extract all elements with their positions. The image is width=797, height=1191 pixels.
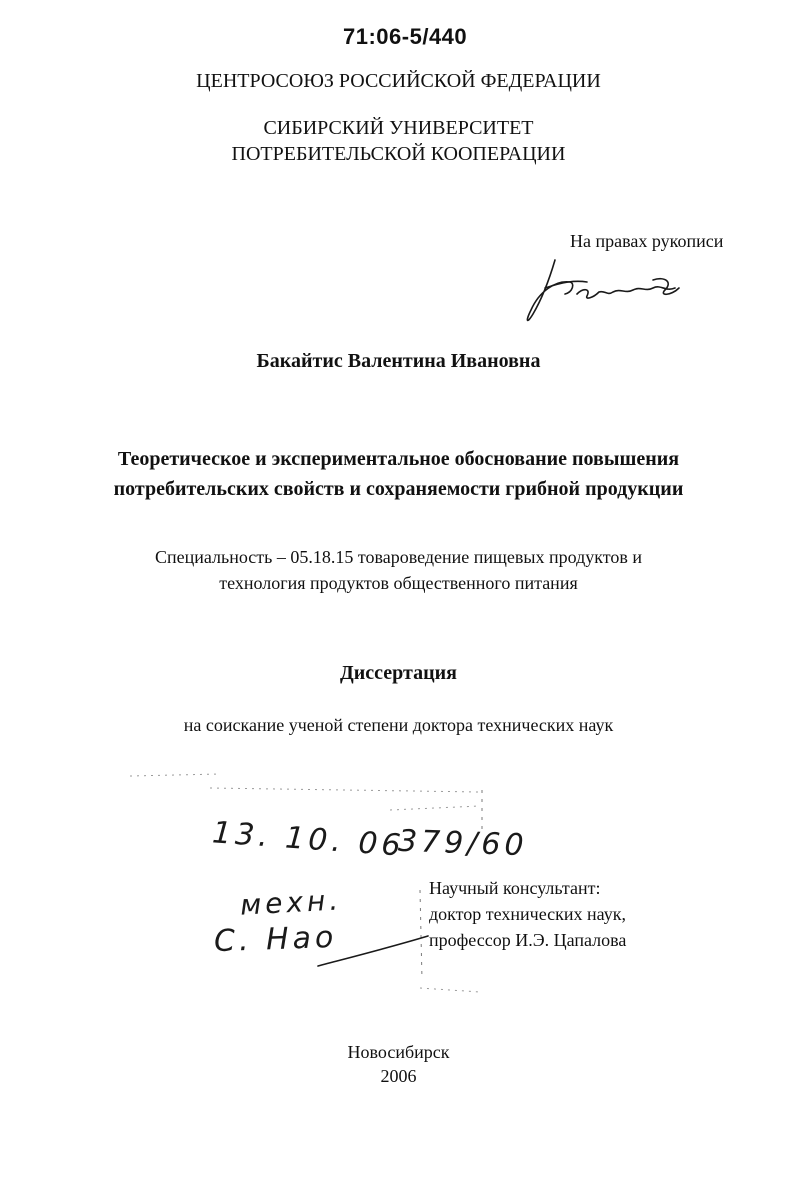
handwritten-date: 13. 10. 06 xyxy=(211,815,406,864)
specialty xyxy=(0,544,797,596)
city: Новосибирск xyxy=(347,1042,450,1062)
title-line-2: потребительских свойств и сохраняемости грибной продукции xyxy=(113,478,684,500)
specialty-line-1: Специальность – 05.18.15 товароведение пищевых продуктов и xyxy=(154,547,643,567)
handwritten-underline xyxy=(318,930,438,970)
university-line-2: ПОТРЕБИТЕЛЬСКОЙ КООПЕРАЦИИ xyxy=(231,143,566,165)
consultant-name: профессор И.Э. Цапалова xyxy=(429,930,627,950)
consultant-label: Научный консультант: xyxy=(429,878,601,898)
dissertation-title xyxy=(0,444,797,504)
year: 2006 xyxy=(380,1066,417,1086)
title-line-1: Теоретическое и экспериментальное обоснование повышения xyxy=(117,448,680,470)
consultant-degree: доктор технических наук, xyxy=(429,904,626,924)
document-type: Диссертация xyxy=(340,662,457,684)
degree-description: на соискание ученой степени доктора технических наук xyxy=(183,715,614,735)
scientific-consultant xyxy=(429,875,626,953)
author-name: Бакайтис Валентина Ивановна xyxy=(256,350,541,372)
university-line-1: СИБИРСКИЙ УНИВЕРСИТЕТ xyxy=(263,117,534,139)
publication-place xyxy=(0,1040,797,1088)
handwritten-initials: С. Нао xyxy=(213,919,338,960)
handwritten-note-top: мехн. xyxy=(239,883,343,922)
university-name xyxy=(0,115,797,167)
specialty-line-2: технология продуктов общественного питания xyxy=(219,573,578,593)
author-signature xyxy=(515,252,695,332)
handwritten-code: 379/60 xyxy=(397,823,529,864)
archive-stamp-code: 71:06-5/440 xyxy=(343,24,468,49)
organization-name: ЦЕНТРОСОЮЗ РОССИЙСКОЙ ФЕДЕРАЦИИ xyxy=(196,70,601,92)
manuscript-rights-note: На правах рукописи xyxy=(570,231,724,251)
